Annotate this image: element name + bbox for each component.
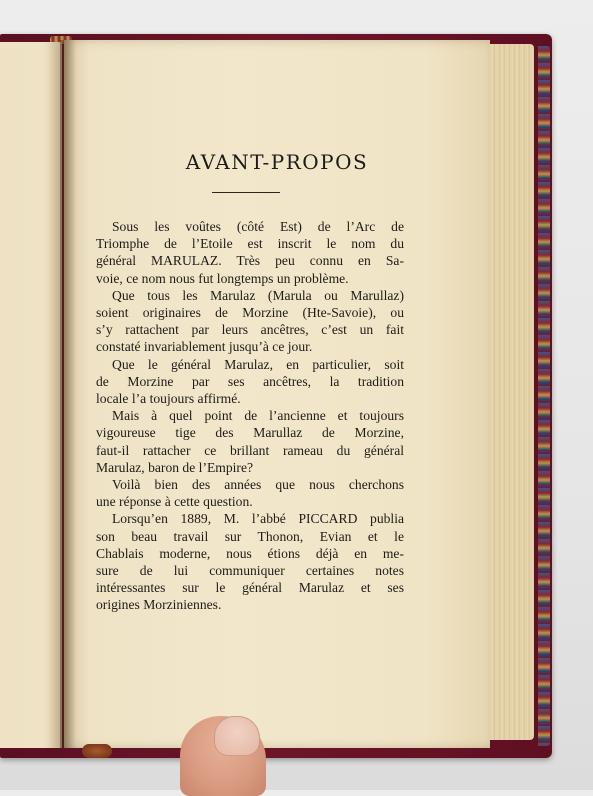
text-line: Que le général Marulaz, en particulier, soit xyxy=(112,356,404,372)
text-line: faut-il rattacher ce brillant rameau du général xyxy=(96,442,404,458)
text-line: Marulaz, baron de l’Empire? xyxy=(96,459,254,475)
text-line: soient originaires de Morzine (Hte-Savoie), ou xyxy=(96,305,404,321)
title-rule xyxy=(212,192,280,193)
text-line: une réponse à cette question. xyxy=(96,494,253,510)
paragraph xyxy=(96,218,404,287)
paragraph xyxy=(96,287,404,356)
gutter-shadow xyxy=(60,40,76,748)
page-title: AVANT-PROPOS xyxy=(185,150,369,174)
paragraph xyxy=(96,476,404,510)
text-line: de Morzine par ses ancêtres, la tradition xyxy=(96,373,404,389)
text-line: Sous les voûtes (côté Est) de l’Arc de xyxy=(112,219,404,234)
paragraph xyxy=(96,356,404,408)
paragraph xyxy=(96,510,404,613)
text-line: Que tous les Marulaz (Marula ou Marullaz) xyxy=(112,287,404,303)
text-line: Mais à quel point de l’ancienne et toujours xyxy=(112,408,404,424)
text-line: sure de lui communiquer certaines notes xyxy=(96,563,404,579)
text-line: origines Morziniennes. xyxy=(96,597,222,613)
text-line: voie, ce nom nous fut longtemps un problème. xyxy=(96,270,349,286)
text-line: Chablais moderne, nous étions déjà en me- xyxy=(96,545,404,561)
text-line: son beau travail sur Thonon, Evian et le xyxy=(96,528,404,544)
fingernail xyxy=(214,716,260,756)
text-line: général MARULAZ. Très peu connu en Sa- xyxy=(96,253,404,269)
text-line: vigoureuse tige des Marullaz de Morzine, xyxy=(96,425,404,441)
page-stack-edges xyxy=(486,44,534,740)
text-line: constaté invariablement jusqu’à ce jour. xyxy=(96,339,313,355)
text-line: locale l’a toujours affirmé. xyxy=(96,391,241,407)
bookmark-ribbon xyxy=(82,744,112,758)
paragraph xyxy=(96,407,404,476)
text-line: intéressantes sur le général Marulaz et ses xyxy=(96,580,404,596)
marbled-edge xyxy=(538,46,550,746)
text-line: Voilà bien des années que nous cherchons xyxy=(112,477,404,493)
text-line: Triomphe de l’Etoile est inscrit le nom du xyxy=(96,236,404,252)
body-text xyxy=(96,218,404,614)
text-line: Lorsqu’en 1889, M. l’abbé PICCARD publia xyxy=(112,511,404,527)
text-line: s’y rattachent par leurs ancêtres, c’est un fait xyxy=(96,322,404,338)
